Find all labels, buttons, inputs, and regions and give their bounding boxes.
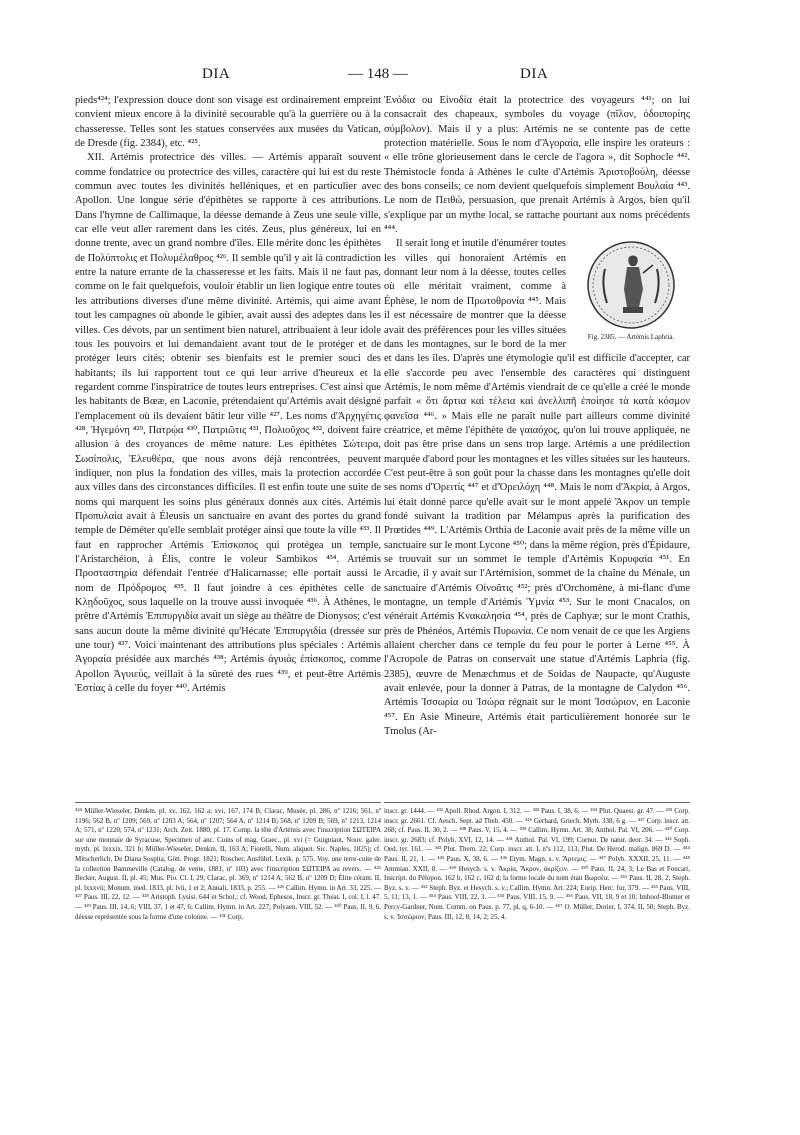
right-text-column <box>384 94 690 739</box>
running-header <box>75 66 700 86</box>
footnote-divider <box>75 802 381 803</box>
footnote-text: ⁴²⁴ Müller-Wieseler, Denkm. pl. xv, 162, 162 a; xvi, 167, 174 B; Clarac, Musée, pl. 286, nº 1216; 561, nº 1196; 562 B, nº 1209; 569, nº 1203 A; 564, nº 1207; 564 A, nº 1214 B; 568, nº 1209 B; 569, nº 1213, 1214 A; 571, nº 1220; 574, nº 1231; Arch. Zeit. 1880, pl. 17. Comp. la tête d'Artémis avec l'inscription ΣΩΤΕΙΡΑ sur une monnaie de Syracuse, Specimen of anc. Coins of mag. Graec., pl. xvi (= Guigniaut, Nouv. galer. myth. pl. lxxxix, 321 b; Müller-Wieseler, Denkm. II, 163 A; Fiorelli, Num. aliquot. Sic. Naples, 1825); cf. Mitscherlich, De Diana Sospita, Gött. Progr. 1821; Roscher, Ausführl. Lexik. p. 575. Voy. une terre-cuite de la collection Bammeville (Catalog. de vente, 1881, nº 103) avec l'inscription ΣΩΤΕΙΡΑ au revers. — ⁴²⁵ Becker, August. II, pl. 45; Mus. Pio. Cl. I, 29; Clarac, pl. 369, nº 1214 A; 562 B, nº 1209 D; Élite céram. II, pl. lxxxvii; Monum. ined. 1833, pl. lvii, 1 et 2; Annali, 1833, p. 255. — ⁴²⁶ Callim. Hymn. in Art. 33, 225. — ⁴²⁷ Paus. III, 22, 12. — ⁴²⁸ Aristoph. Lysist. 644 et Schol.; cf. Wood, Ephesos, Inscr. gr. Theat. I, col. I, l. 47. — ⁴²⁹ Paus. III, 14, 6; VIII, 37, 1 et 47, 6; Callim. Hymn. in Art. 227; Polyaen. VIII, 52. — ⁴³⁰ Paus. II, 9, 6, déesse représentée sous la forme d'une colonne. — ⁴³¹ Corp. <box>75 807 381 921</box>
page-number: — 148 — <box>348 66 408 82</box>
header-right-keyword: DIA <box>520 66 549 82</box>
left-text-column <box>75 94 381 696</box>
paragraph: XII. Artémis protectrice des villes. — Artémis apparaît souvent comme fondatrice ou protectrice des villes, caractère qui lui est du reste commun avec toutes les divinités helléniques, et en particulier avec Apollon. Une longue série d'épithètes se rapporte à ces attributions. Dans l'hymne de Callimaque, la déesse demande à Zeus une seule ville, car elle veut aller rarement dans les cités. Zeus, plus généreux, lui en donne trente, avec un grand nombre d'îles. Elle mérite donc les épithètes de Πολύπτολις et Πολυμέλαθρος ⁴²⁶. Il semble qu'il y ait là contradiction entre la nature errante de la chasseresse et les faits. Mais il ne faut pas, comme on le fait quelquefois, vouloir établir un lien logique entre toutes les attributions diverses d'une même divinité. Artémis, qui aime avant tout les campagnes où abonde le gibier, avait aussi des adeptes dans les villes. Ces dévots, par un sentiment bien naturel, attribuaient à leur idole tous les pouvoirs et lui demandaient avant tout de le protéger et de protéger leurs cités; obtenir ses bienfaits est le premier souci des habitants; ils lui rapportent tout ce qui leur arrive d'heureux et la regardent comme l'inspiratrice de toutes leurs entreprises. C'est ainsi que les habitants de Bœæ, en Laconie, prétendaient qu'Artémis avait désigné l'emplacement où ils devaient bâtir leur ville ⁴²⁷. Les noms d'Ἀρχηγέτις ⁴²⁸, Ἡγεμόνη ⁴²⁹, Πατρῴα ⁴³⁰, Πατριῶτις ⁴³¹, Πολιοῦχος ⁴³², doivent faire allusion à des croyances de même nature. Les épithètes Σώτειρα, Σωσίπολις, Ἐλευθέρα, que nous avons déjà rencontrées, peuvent indiquer, non plus la fondation des villes, mais la protection accordée aux villes dans des circonstances difficiles. Il est enfin toute une suite de noms qui marquent les soins plus généraux donnés aux cités. Artémis Προπυλαία avait à Éleusis un sanctuaire en avant des portes du grand temple de Déméter qu'elle semblait protéger ainsi que toute la ville ⁴³³. Il faut en rapprocher Artémis Ἐπίσκοπος qui protégea un temple, l'Aristarchéion, à Élis, contre le voleur Sambikos ⁴³⁴. Artémis Προσταστηρία défendait l'entrée d'Halicarnasse; elle portait aussi le nom de Πρόδρομος ⁴³⁵. Il faut joindre à ces épithètes celle de Κλῃδοῦχος, sous laquelle on la trouve aussi invoquée ⁴³⁶. À Athènes, le prêtre d'Artémis Ἐπιπυργιδία avait un siège au théâtre de Dionysos; c'est sans aucun doute la même divinité qu'Hécate Ἐπιπυργιδία (dressée sur une tour) ⁴³⁷. Voici maintenant des attributions plus spéciales : Artémis Ἀγοραία présidée aux marchés ⁴³⁸; Artémis ἀγυιάς ἐπίσκοπος, comme Apollon Ἀγυιεύς, veillait à la sûreté des rues ⁴³⁹, et peut-être Artémis Ἑστίας à celle du foyer ⁴⁴⁰. Artémis <box>75 152 381 695</box>
paragraph: pieds⁴²⁴; l'expression douce dont son visage est ordinairement empreint convient mieux encore à la divinité secourable qu'à la guerrière ou à la chasseresse. Telles sont les statues conservées aux musées du Vatican, de Dresde (fig. 2384), etc. ⁴²⁵. <box>75 95 381 150</box>
footnote-text: inscr. gr. 1444. — ⁴³² Apoll. Rhod. Argon. I, 312. — ⁴³³ Paus. I, 38, 6. — ⁴³⁴ Plut. Quaest. gr. 47. — ⁴³⁵ Corp. inscr. gr. 2661. Cf. Aesch. Sept. ad Theb. 450. — ⁴³⁶ Gerhard, Griech. Myth. 338, 6 g. — ⁴³⁷ Corp. inscr. att. 268; cf. Paus. II, 30, 2. — ⁴³⁸ Paus. V, 15, 4. — ⁴³⁹ Callim. Hymn. Art. 38; Anthol. Pal. VI, 206. — ⁴⁴⁰ Corp. inscr. gr. 2683; cf. Polyb. XVI, 12, 14. — ⁴⁴¹ Anthol. Pal. VI, 199; Cornut. De natur. deor. 34. — ⁴⁴² Soph. Oed. tyr. 161. — ⁴⁴³ Plut. Them. 22; Corp. inscr. att. I, nºs 112, 113; Plut. De Herod. malign. 869 D. — ⁴⁴⁴ Paus. II, 21, 1. — ⁴⁴⁵ Paus. X, 38, 6. — ⁴⁴⁶ Etym. Magn. s. v. Ἄρτεμις. — ⁴⁴⁷ Polyb. XXXII, 25, 11. — ⁴⁴⁸ Ammian. XXII, 8. — ⁴⁴⁹ Hesych. s. v. Ἀκρία, Ἄκρον, ἀκρίζειν. — ⁴⁵⁰ Paus. II, 24, 3; Le Bas et Foucart, Inscript. du Pélopon. 162 b, 162 c, 162 d; la forme locale du nom était Βωρσέα. — ⁴⁵¹ Paus. II, 28, 2; Steph. Byz. s. v. — ⁴⁵² Steph. Byz. et Hesych. s. v.; Callim. Hymn. Art. 224; Eurip. Herc. fur. 379. — ⁴⁵³ Paus. VIII, 5, 11; 13, 1. — ⁴⁵⁴ Paus. VIII, 22, 3. — ⁴⁵⁵ Paus. VIII, 15, 9. — ⁴⁵⁶ Paus. VII, 18, 9 et 10; Imhoof-Blumer et Percy-Gardner, Num. Comm. on Paus. p. 77, pl. q, 6-10. — ⁴⁵⁷ O. Müller, Dorier, I, 374, II, 50; Steph. Byz. s. v. Ἰσσώριον; Paus. III, 12, 8; 14, 2; 25, 4. <box>384 807 690 921</box>
paragraph: Ἐνόδια ou Εἰνοδία était la protectrice des voyageurs ⁴⁴¹; on lui consacrait des chapeaux, symboles du voyage (πῖλον, ὁδοιπορίης σύμβολον). Mais il y a plus: Artémis ne se contente pas de cette protection matérielle. Sous le nom d'Ἀγοραία, elle inspire les orateurs : « elle trône glorieusement dans le cercle de l'agora », dit Sophocle ⁴⁴². Thémistocle fonda à Athènes le culte d'Artémis Ἀριστοβούλη, déesse des bons conseils; ce nom devient quelquefois simplement Βουλαία ⁴⁴³. Le nom de Πειθώ, persuasion, que prenait Artémis à Argos, bien qu'il s'explique par un mythe local, se rattache pourtant aux noms précédents ⁴⁴⁴. <box>384 95 690 236</box>
footnotes-right <box>384 807 690 922</box>
header-left-keyword: DIA <box>202 66 231 82</box>
footnotes-left <box>75 807 381 922</box>
coin-figure <box>572 239 690 349</box>
figure-caption: Fig. 2385. — Artémis Laphria. <box>587 333 675 342</box>
footnote-divider <box>384 802 690 803</box>
coin-image <box>583 239 679 331</box>
paragraph: Il serait long et inutile d'énumérer toutes les villes qui honoraient Artémis en donnant leur nom à la déesse, toutes celles où elle méritait vraiment, comme à Éphèse, le nom de Πρωτοθρονία ⁴⁴⁵. Mais il est nécessaire de montrer que la déesse avait des préférences pour les villes situées dans les montagnes, sur le bord de la mer et dans les îles. D'après une étymologie qu'il est difficile d'accepter, car elle s'accorde peu avec l'ensemble des caractères qui distinguent Artémis, le nom même d'Artémis viendrait de ce qu'elle a créé le monde parfait « ὅτι ἄρτια καὶ τέλεια καὶ ἀνελλιπῆ ἐποίησε τὰ κατὰ κόσμον φανεῖσα ⁴⁴⁶. » Mais elle ne paraît nulle part ailleurs comme divinité créatrice, et même l'épithète de γαιαόχος, qu'on lui trouve appliquée, ne doit pas être prise dans un sens trop large. Artémis a une prédilection marquée d'abord pour les montagnes et les villes situées sur les hauteurs. C'est peut-être à son goût pour la chasse dans les montagnes qu'elle doit ses noms d'Ὀρειτίς ⁴⁴⁷ et d'Ὀρειλόχη ⁴⁴⁸. Mais le nom d'Ἀκρία, à Argos, lui était donné parce qu'elle avait sur le mont appelé Ἄκρον un temple fondé suivant la tradition par Mélampus après la purification des Prœtides ⁴⁴⁹. L'Artémis Orthia de Laconie avait près de la même ville un sanctuaire sur le mont Lycone ⁴⁵⁰; dans la même région, près d'Épidaure, se trouvait sur un sommet le temple d'Artémis Κορυφαία ⁴⁵¹. En Arcadie, il y avait sur l'Artémision, sommet de la chaîne du Ménale, un sanctuaire d'Artémis Οἰνοᾶτις ⁴⁵²; près d'Orchomène, à mi-flanc d'une montagne, un temple d'Artémis Ὑμνία ⁴⁵³. Sur le mont Cnacalos, on vénérait Artémis Κνακαλησία ⁴⁵⁴, près de Caphyæ; sur le mont Crathis, près de Phénéos, Artémis Πυρωνία. Ce nom venait de ce que les Argiens allaient chercher dans ce temple du feu pour le porter à Lerne ⁴⁵⁵. À l'Acropole de Patras on conservait une statue d'Artémis Laphria (fig. 2385), œuvre de Menæchmus et de Soidas de Naupacte, qu'Auguste avait enlevée, pour la donner à Patras, de la montagne de Calydon ⁴⁵⁶. Artémis Ἰσσωρία ou Ἰσώρα régnait sur le mont Ἰσσώριον, en Laconie ⁴⁵⁷. En Asie Mineure, Artémis était particulièrement honorée sur le Tmolus (Ar- <box>384 238 690 738</box>
